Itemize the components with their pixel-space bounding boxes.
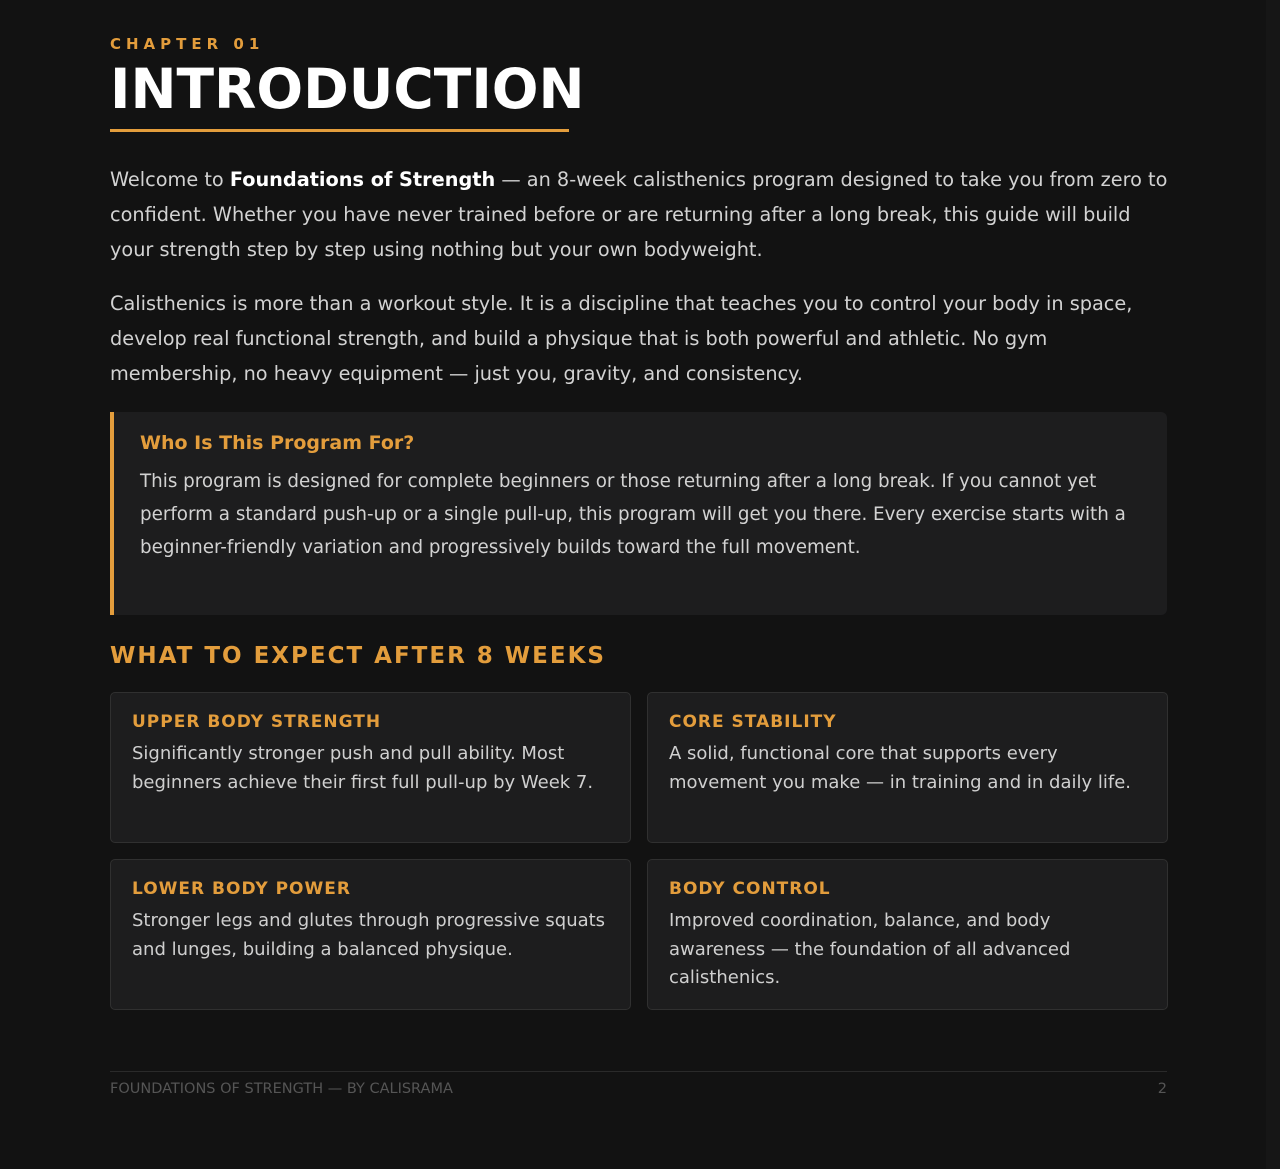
- page-edge: [1266, 0, 1280, 1169]
- footer-divider: [110, 1071, 1167, 1072]
- callout-title: Who Is This Program For?: [140, 432, 415, 454]
- callout-text: This program is designed for complete beginners or those returning after a long break. If you cannot yet perform a standard push-up or a single pull-up, this program will get you there. Every exercise starts with a beginner-friendly variation and progressively builds toward the full movement.: [140, 471, 1126, 558]
- card-text: A solid, functional core that supports every movement you make — in training and in daily life.: [669, 743, 1131, 793]
- chapter-label: CHAPTER 01: [110, 35, 265, 53]
- card-title: CORE STABILITY: [669, 712, 837, 732]
- page-number: 2: [1157, 1081, 1167, 1097]
- program-audience-callout: [110, 412, 1167, 615]
- intro-text-lead: Welcome to: [110, 168, 230, 191]
- benefit-card-lower-body: [110, 859, 631, 1010]
- card-title: UPPER BODY STRENGTH: [132, 712, 382, 732]
- benefit-card-upper-body: [110, 692, 631, 843]
- title-underline: [110, 129, 569, 132]
- intro-paragraph-2: Calisthenics is more than a workout style. It is a discipline that teaches you to control your body in space, develop real functional strength, and build a physique that is both powerful and athletic. No gym membership, no heavy equipment — just you, gravity, and consistency.: [110, 292, 1133, 385]
- expect-heading: WHAT TO EXPECT AFTER 8 WEEKS: [110, 643, 606, 669]
- card-title: BODY CONTROL: [669, 879, 831, 899]
- benefit-card-core: [647, 692, 1168, 843]
- benefit-card-body-control: [647, 859, 1168, 1010]
- card-text: Improved coordination, balance, and body awareness — the foundation of all advanced calisthenics.: [669, 910, 1071, 988]
- intro-text-rest: — an 8-week calisthenics program designed to take you from zero to confident. Whether you have never trained before or are returning after a long break, this guide will build your strength step by step using nothing but your own bodyweight.: [110, 168, 1168, 261]
- card-text: Significantly stronger push and pull ability. Most beginners achieve their first full pull-up by Week 7.: [132, 743, 594, 793]
- card-text: Stronger legs and glutes through progressive squats and lunges, building a balanced physique.: [132, 910, 606, 960]
- intro-paragraph-1: [110, 162, 1170, 267]
- card-title: LOWER BODY POWER: [132, 879, 351, 899]
- footer-text: FOUNDATIONS OF STRENGTH — BY CALISRAMA: [110, 1081, 453, 1097]
- page-title: INTRODUCTION: [110, 57, 585, 121]
- program-name: Foundations of Strength: [229, 168, 496, 191]
